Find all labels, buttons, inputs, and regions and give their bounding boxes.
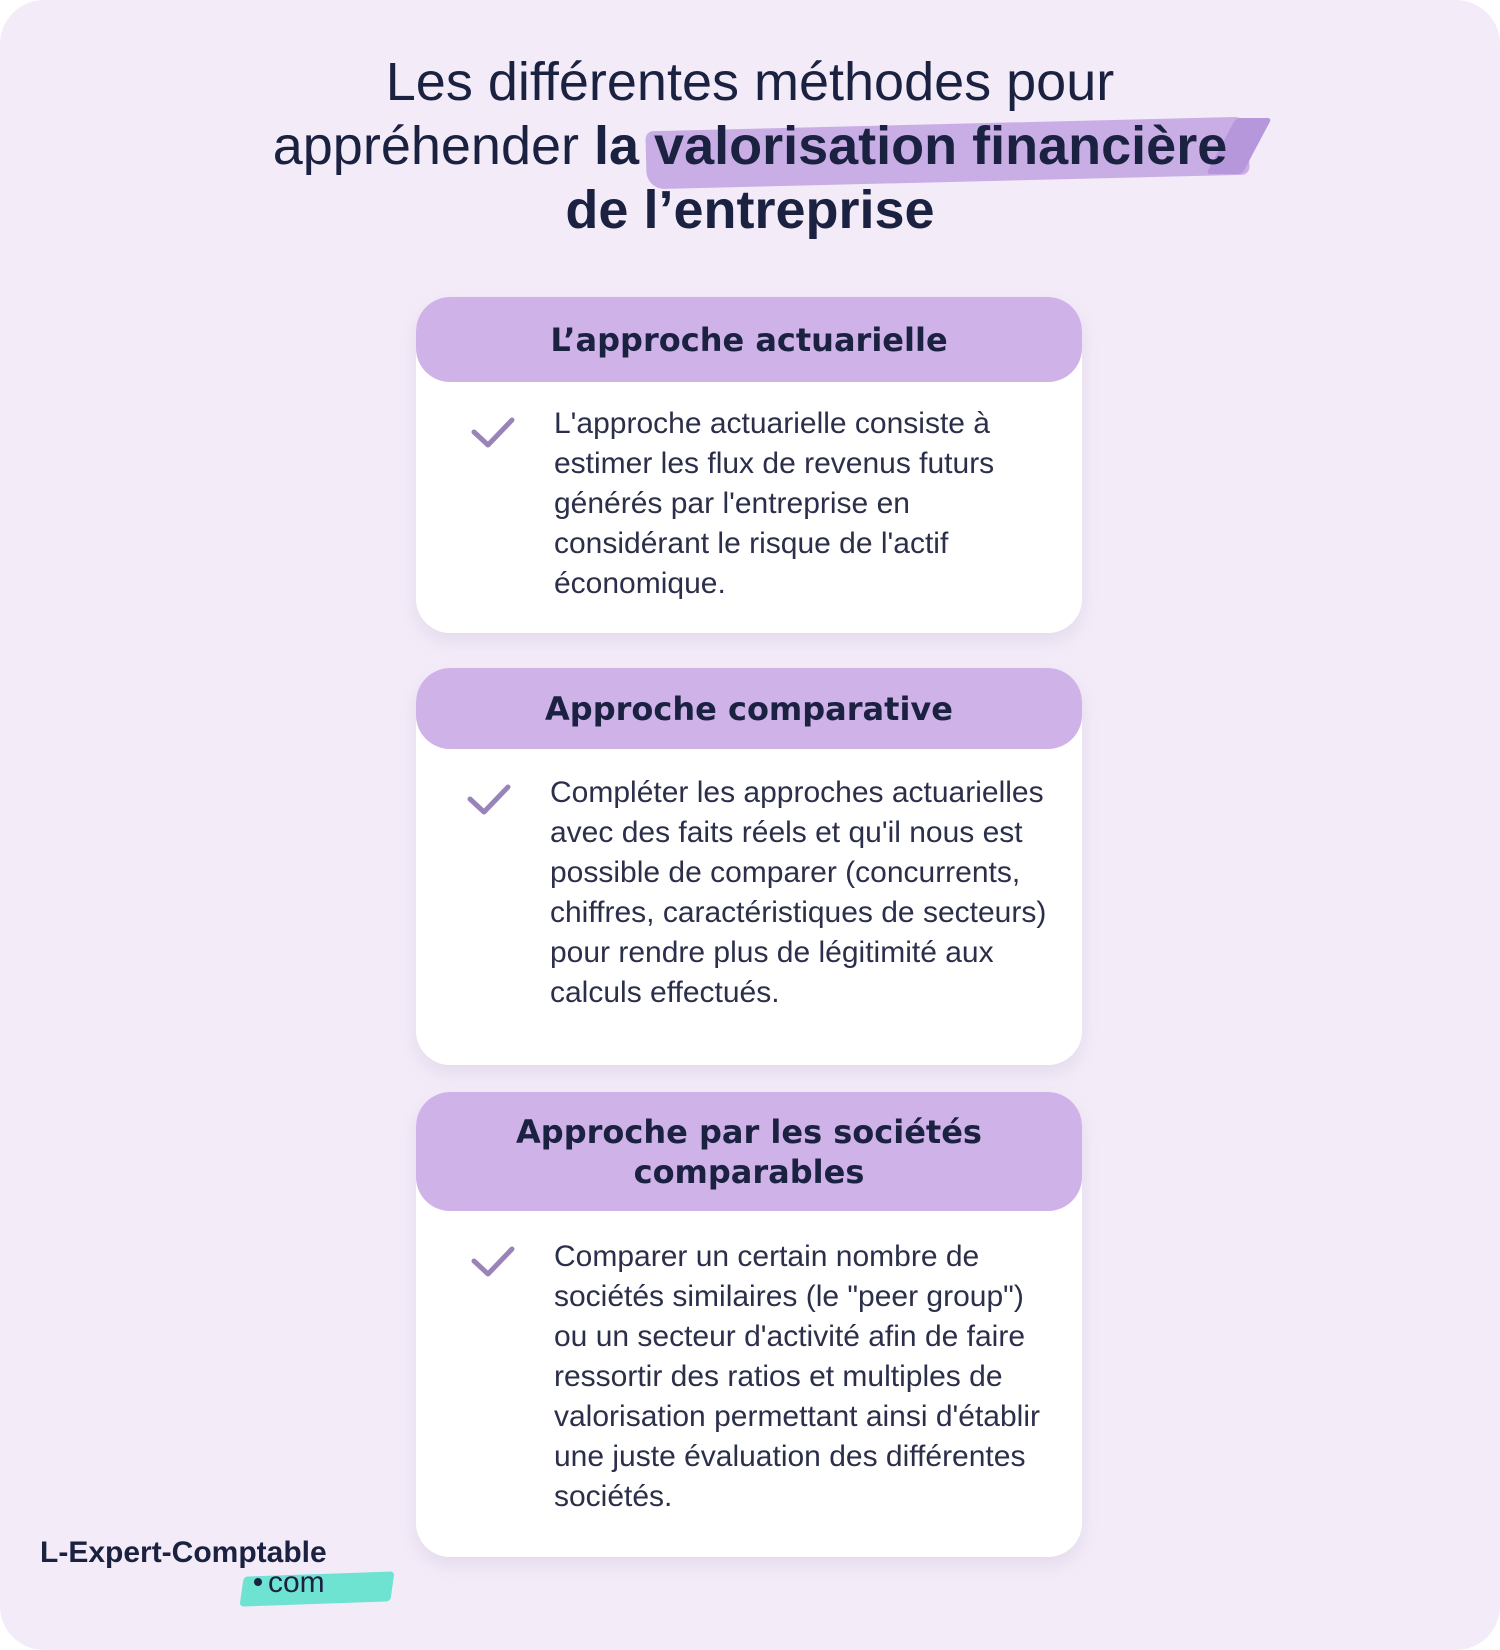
logo-suffix <box>254 1566 325 1600</box>
card-description: Comparer un certain nombre de sociétés similaires (le "peer group") ou un secteur d'activité afin de faire ressortir des ratios et multiples de valorisation permettant ainsi d'établir une juste évaluation des différentes sociétés. <box>554 1240 1040 1513</box>
logo-suffix-text: com <box>268 1566 325 1599</box>
title-regular: appréhender <box>272 116 594 176</box>
title-line-2 <box>150 114 1350 178</box>
card-header: Approche par les sociétés comparables <box>416 1092 1082 1211</box>
logo-name: L-Expert-Comptable <box>40 1536 327 1569</box>
title-line-3 <box>150 178 1350 242</box>
title-line-1: Les différentes méthodes pour <box>385 52 1115 112</box>
method-card-comparative <box>416 668 1082 1065</box>
card-description: L'approche actuarielle consiste à estimer les flux de revenus futurs générés par l'entreprise en considérant le risque de l'actif économique. <box>554 407 995 600</box>
check-icon <box>466 783 512 817</box>
card-header: L’approche actuarielle <box>416 297 1082 382</box>
card-header: Approche comparative <box>416 668 1082 749</box>
title-highlight: valorisation financière <box>654 116 1228 176</box>
title-line-3-text: de l’entreprise <box>565 180 935 240</box>
card-body <box>416 749 1082 1013</box>
page-title <box>150 50 1350 242</box>
card-body <box>416 1211 1082 1517</box>
check-icon <box>470 416 516 450</box>
title-bold: la <box>594 116 655 176</box>
logo-dot-icon <box>254 1578 262 1586</box>
method-card-actuarial <box>416 297 1082 633</box>
card-body <box>416 382 1082 604</box>
card-description: Compléter les approches actuarielles avec des faits réels et qu'il nous est possible de comparer (concurrents, chiffres, caractéristiques de secteurs) pour rendre plus de légitimité aux calculs effectués. <box>550 776 1047 1009</box>
check-icon <box>470 1245 516 1279</box>
method-card-peer-companies <box>416 1092 1082 1557</box>
brand-logo <box>40 1536 370 1606</box>
